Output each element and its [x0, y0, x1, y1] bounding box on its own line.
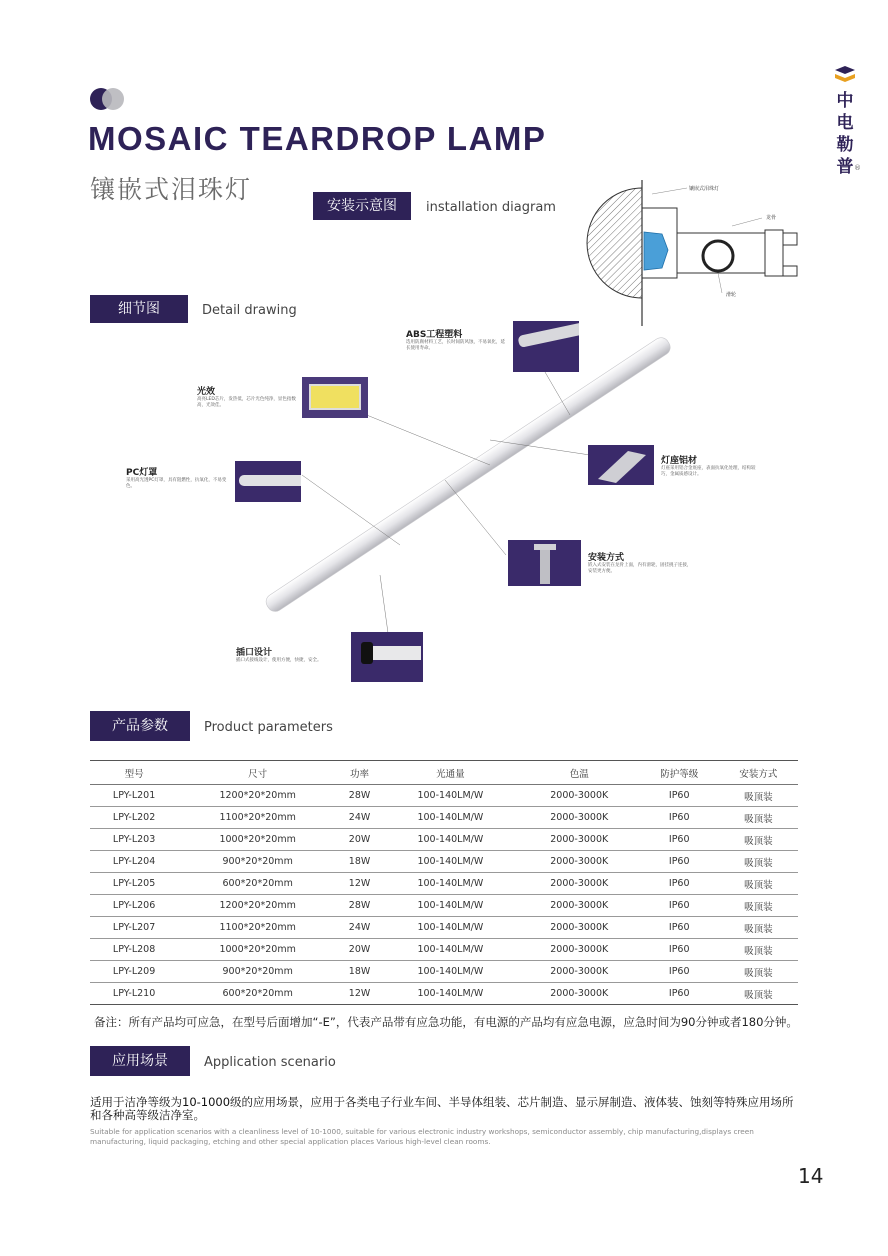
table-cell: 100-140LM/W: [382, 829, 519, 851]
table-cell: 1000*20*20mm: [178, 829, 337, 851]
table-cell: 600*20*20mm: [178, 983, 337, 1005]
logo-char: 勒: [836, 135, 854, 155]
installation-diagram: [582, 178, 808, 328]
table-cell: 吸顶装: [719, 873, 798, 895]
table-cell: 1200*20*20mm: [178, 895, 337, 917]
table-cell: 吸顶装: [719, 851, 798, 873]
table-cell: 吸顶装: [719, 917, 798, 939]
table-cell: 2000-3000K: [519, 785, 640, 807]
table-cell: 2000-3000K: [519, 939, 640, 961]
callout-text: 高亮LED芯片，发热低，芯片光色纯净，显色指数高，光效佳。: [197, 397, 296, 408]
table-row: [90, 851, 798, 873]
table-cell: 吸顶装: [719, 785, 798, 807]
detail-label-en: Detail drawing: [202, 303, 297, 318]
table-cell: 2000-3000K: [519, 851, 640, 873]
table-cell: 600*20*20mm: [178, 873, 337, 895]
logo-char: 普: [836, 157, 854, 177]
product-parameters-table: [90, 760, 798, 1005]
callout-installation-method: [588, 550, 692, 575]
page-number: 14: [798, 1164, 824, 1188]
callout-title: 灯座铝材: [661, 456, 698, 466]
table-cell: 100-140LM/W: [382, 983, 519, 1005]
table-cell: 1100*20*20mm: [178, 807, 337, 829]
diagram-label: 滑轮: [726, 292, 737, 298]
table-cell: 2000-3000K: [519, 961, 640, 983]
table-cell: 2000-3000K: [519, 895, 640, 917]
logo-char: 电: [836, 113, 854, 133]
table-cell: 2000-3000K: [519, 807, 640, 829]
table-row: [90, 873, 798, 895]
table-cell: 吸顶装: [719, 807, 798, 829]
installation-method-thumbnail: [508, 540, 581, 586]
table-cell: 100-140LM/W: [382, 807, 519, 829]
table-cell: 100-140LM/W: [382, 917, 519, 939]
lamp-illustration: [190, 315, 810, 695]
table-cell: LPY-L202: [90, 807, 178, 829]
callout-light-efficiency: [197, 384, 297, 409]
application-text-cn: 适用于洁净等级为10-1000级的应用场景，应用于各类电子行业车间、半导体组装、芯片制造、显示屏制造、液体装、蚀刻等特殊应用场所和各种高等级洁净室。: [90, 1095, 794, 1122]
table-cell: 20W: [337, 829, 382, 851]
table-cell: 24W: [337, 807, 382, 829]
callout-text: 嵌入式安装在龙骨上面，内有滑轮，固挂挑子连接，安装更方便。: [588, 563, 692, 574]
table-cell: IP60: [640, 983, 719, 1005]
table-cell: 20W: [337, 939, 382, 961]
table-cell: IP60: [640, 829, 719, 851]
pc-cover-thumbnail: [235, 461, 301, 502]
abs-plastic-thumbnail: [513, 321, 579, 372]
title-dots-ornament: [90, 88, 130, 110]
table-cell: 2000-3000K: [519, 983, 640, 1005]
table-cell: IP60: [640, 917, 719, 939]
table-cell: LPY-L209: [90, 961, 178, 983]
pulley: [703, 241, 733, 271]
params-note: 备注：所有产品均可应急，在型号后面增加“-E”，代表产品带有应急功能，有电源的产品均有应急电源，应急时间为90分钟或者180分钟。: [94, 1015, 798, 1029]
table-cell: 900*20*20mm: [178, 851, 337, 873]
page-title: MOSAIC TEARDROP LAMP: [88, 120, 547, 157]
table-row: [90, 917, 798, 939]
callout-text: 采用高光透PC灯罩，具有阻燃性，抗氧化，不易变色。: [126, 478, 227, 489]
table-cell: LPY-L206: [90, 895, 178, 917]
table-cell: 吸顶装: [719, 961, 798, 983]
installation-label-en: installation diagram: [426, 200, 556, 215]
callout-text: 灯座采用铝合金底座，表面抗氧化处理，结构较巧，金属质感设计。: [661, 466, 756, 477]
table-row: [90, 983, 798, 1005]
table-cell: 100-140LM/W: [382, 851, 519, 873]
callout-aluminum-base: [661, 453, 761, 478]
ceiling-section: [587, 188, 642, 298]
table-cell: 2000-3000K: [519, 917, 640, 939]
detail-tag: 细节图: [90, 295, 188, 323]
callout-title: 光效: [197, 387, 216, 397]
table-cell: LPY-L203: [90, 829, 178, 851]
table-cell: IP60: [640, 895, 719, 917]
page-subtitle-cn: 镶嵌式泪珠灯: [90, 175, 253, 204]
table-cell: 28W: [337, 785, 382, 807]
column-header: 色温: [519, 761, 640, 785]
column-header: 防护等级: [640, 761, 719, 785]
installation-tag: 安装示意图: [313, 192, 411, 220]
table-cell: 1200*20*20mm: [178, 785, 337, 807]
table-cell: LPY-L201: [90, 785, 178, 807]
callout-text: 插口式接线设计，使用方便，快捷，安全。: [236, 658, 322, 663]
callout-title: 安装方式: [588, 553, 625, 563]
column-header: 安装方式: [719, 761, 798, 785]
table-cell: 100-140LM/W: [382, 873, 519, 895]
params-label-en: Product parameters: [204, 720, 333, 735]
table-cell: 100-140LM/W: [382, 961, 519, 983]
table-cell: IP60: [640, 873, 719, 895]
table-cell: 18W: [337, 961, 382, 983]
table-row: [90, 939, 798, 961]
aluminum-base-thumbnail: [588, 445, 654, 485]
lamp-clip: [644, 232, 668, 270]
led-efficiency-thumbnail: [302, 377, 368, 418]
application-text-en: Suitable for application scenarios with a cleanliness level of 10-1000, suitable for various electronic industry workshops, semiconductor assembly, chip manufacturing,displays creen manufacturing, liquid packaging, etching and other special application places Various high-level clean rooms.: [90, 1127, 754, 1146]
table-cell: LPY-L207: [90, 917, 178, 939]
table-cell: 900*20*20mm: [178, 961, 337, 983]
table-cell: 吸顶装: [719, 895, 798, 917]
application-tag: 应用场景: [90, 1046, 190, 1076]
table-cell: 吸顶装: [719, 829, 798, 851]
callout-title: 插口设计: [236, 648, 273, 658]
table-cell: 100-140LM/W: [382, 785, 519, 807]
application-label-en: Application scenario: [204, 1055, 336, 1070]
table-row: [90, 895, 798, 917]
params-tag: 产品参数: [90, 711, 190, 741]
plug-design-thumbnail: [351, 632, 423, 682]
callout-text: 选用防腐材料工艺，长时间防风蚀，不易氧化，延长使用寿命。: [406, 340, 505, 351]
brand-logo: [830, 66, 860, 178]
table-cell: 100-140LM/W: [382, 895, 519, 917]
table-cell: IP60: [640, 851, 719, 873]
table-cell: 2000-3000K: [519, 829, 640, 851]
table-cell: 28W: [337, 895, 382, 917]
diagram-label: 镶嵌式泪珠灯: [689, 186, 720, 192]
table-cell: 1000*20*20mm: [178, 939, 337, 961]
callout-title: PC灯罩: [126, 468, 158, 478]
table-cell: 12W: [337, 873, 382, 895]
table-row: [90, 807, 798, 829]
table-row: [90, 785, 798, 807]
table-cell: IP60: [640, 939, 719, 961]
table-row: [90, 961, 798, 983]
table-cell: LPY-L204: [90, 851, 178, 873]
column-header: 光通量: [382, 761, 519, 785]
diagram-label: 龙骨: [766, 215, 777, 221]
callout-abs-plastic: [406, 327, 506, 352]
callout-title: ABS工程塑料: [406, 330, 463, 340]
table-cell: 吸顶装: [719, 983, 798, 1005]
registered-mark: ®: [854, 164, 861, 172]
table-cell: 2000-3000K: [519, 873, 640, 895]
table-cell: 100-140LM/W: [382, 939, 519, 961]
table-cell: LPY-L205: [90, 873, 178, 895]
logo-char: 中: [836, 91, 854, 111]
table-cell: 24W: [337, 917, 382, 939]
table-cell: IP60: [640, 807, 719, 829]
callout-plug-design: [236, 645, 346, 664]
column-header: 尺寸: [178, 761, 337, 785]
table-cell: 1100*20*20mm: [178, 917, 337, 939]
table-cell: 18W: [337, 851, 382, 873]
callout-pc-cover: [126, 465, 230, 490]
table-row: [90, 829, 798, 851]
column-header: 功率: [337, 761, 382, 785]
table-cell: IP60: [640, 961, 719, 983]
table-cell: 12W: [337, 983, 382, 1005]
column-header: 型号: [90, 761, 178, 785]
table-cell: LPY-L210: [90, 983, 178, 1005]
table-cell: 吸顶装: [719, 939, 798, 961]
table-cell: IP60: [640, 785, 719, 807]
table-header-row: [90, 761, 798, 785]
table-cell: LPY-L208: [90, 939, 178, 961]
logo-mark-icon: [833, 66, 857, 86]
